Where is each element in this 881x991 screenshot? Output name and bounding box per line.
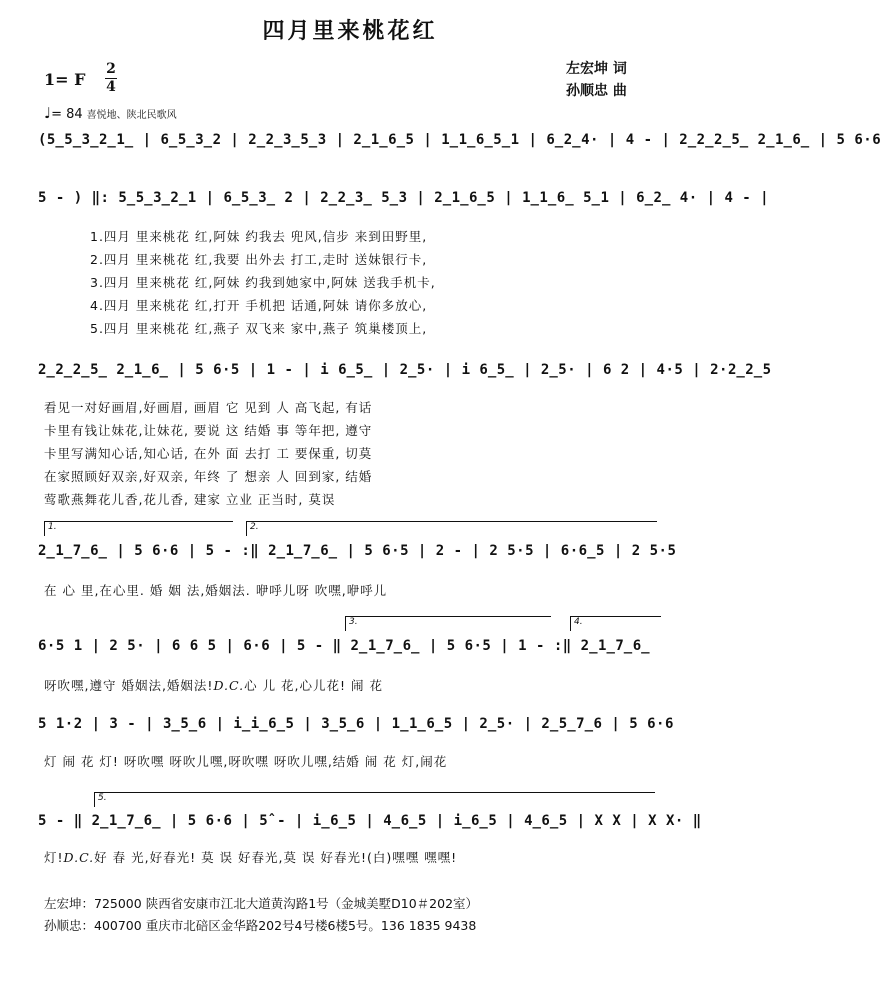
lyrics-row-5: 呀吹嘿,遵守 婚姻法,婚姻法!D.C.心 儿 花,心儿花! 闹 花 (44, 678, 383, 693)
music-line-7: 5 - ‖ 2̲1̲7̲6̲ | 5 6·6 | 5̂ - | i̲6̲5 | 4̲6̲5 | i̲6̲5 | 4̲6̲5 | X X | X X· ‖ (38, 813, 702, 829)
key-signature: 1= F (44, 70, 86, 89)
volta-5: 5. (94, 792, 655, 807)
dc-mark: D.C. (213, 678, 245, 693)
verse-1: 1.四月 里来桃花 红,阿妹 约我去 兜风,信步 来到田野里, (90, 229, 428, 244)
volta-3: 3. (345, 616, 551, 631)
tempo-style: 喜悦地、陕北民歌风 (86, 110, 177, 121)
song-title: 四月里来桃花红 (262, 19, 438, 44)
music-line-4: 2̲1̲7̲6̲ | 5 6·6 | 5 - :‖ 2̲1̲7̲6̲ | 5 6·5 | 2 - | 2 5·5 | 6·6̲5 | 2 5·5 (38, 543, 677, 559)
verse-5: 5.四月 里来桃花 红,燕子 双飞来 家中,燕子 筑巢楼顶上, (90, 321, 428, 336)
composer-credit: 孙顺忠 曲 (566, 83, 627, 99)
music-line-6: 5 1·2 | 3 - | 3̲5̲6 | i̲i̲6̲5 | 3̲5̲6 | 1̲1̲6̲5 | 2̲5· | 2̲5̲7̲6 | 5 6·6 (38, 716, 674, 732)
dc-mark-2: D.C. (63, 850, 95, 865)
verse-2: 2.四月 里来桃花 红,我要 出外去 打工,走时 送妹银行卡, (90, 252, 428, 267)
verse-3-cont: 卡里写满知心话,知心话, 在外 面 去打 工 要保重, 切莫 (44, 446, 373, 461)
quarter-note-icon: ♩ (44, 104, 52, 122)
music-line-3: 2̲2̲2̲5̲ 2̲1̲6̲ | 5 6·5 | 1 - | i 6̲5̲ | 2̲5· | i 6̲5̲ | 2̲5· | 6 2 | 4·5 | 2·2̲2̲5 (38, 362, 772, 378)
volta-1: 1. (44, 521, 233, 536)
time-signature (105, 62, 117, 95)
music-line-5: 6·5 1 | 2 5· | 6 6 5 | 6·6 | 5 - ‖ 2̲1̲7̲6̲ | 5 6·5 | 1 - :‖ 2̲1̲7̲6̲ (38, 638, 651, 654)
verse-4-cont: 在家照顾好双亲,好双亲, 年终 了 想亲 人 回到家, 结婚 (44, 469, 373, 484)
verse-1-cont: 看见一对好画眉,好画眉, 画眉 它 见到 人 高飞起, 有话 (44, 400, 373, 415)
time-sig-top: 2 (106, 61, 116, 77)
verse-2-cont: 卡里有钱让妹花,让妹花, 要说 这 结婚 事 等年把, 遵守 (44, 423, 373, 438)
lyrics-row-4: 在 心 里,在心里. 婚 姻 法,婚姻法. 咿呼儿呀 吹嘿,咿呼儿 (44, 583, 388, 598)
tempo-value: = 84 (51, 107, 83, 122)
tempo-marking (44, 104, 177, 122)
lyrics-row-6: 灯 闹 花 灯! 呀吹嘿 呀吹儿嘿,呀吹嘿 呀吹儿嘿,结婚 闹 花 灯,闹花 (44, 754, 448, 769)
footer-address-composer: 孙顺忠：400700 重庆市北碚区金华路202号4号楼6楼5号。136 1835 9438 (44, 918, 477, 933)
music-line-2: 5 - ) ‖: 5̲5̲3̲2̲1 | 6̲5̲3̲ 2 | 2̲2̲3̲ 5̲3 | 2̲1̲6̲5 | 1̲1̲6̲ 5̲1 | 6̲2̲ 4· | 4 - | (38, 190, 770, 206)
verse-3: 3.四月 里来桃花 红,阿妹 约我到她家中,阿妹 送我手机卡, (90, 275, 436, 290)
footer-address-lyricist: 左宏坤：725000 陕西省安康市江北大道黄沟路1号（金城美墅D10＃202室） (44, 896, 479, 911)
verse-4: 4.四月 里来桃花 红,打开 手机把 话通,阿妹 请你多放心, (90, 298, 428, 313)
music-line-1: (5̲5̲3̲2̲1̲ | 6̲5̲3̲2 | 2̲2̲3̲5̲3 | 2̲1̲6̲5 | 1̲1̲6̲5̲1 | 6̲2̲4· | 4 - | 2̲2̲2̲5̲ 2̲1̲6̲ | 5 6·6 (38, 132, 881, 148)
lyrics-row-7: 灯!D.C.好 春 光,好春光! 莫 误 好春光,莫 误 好春光!(白)嘿嘿 嘿嘿! (44, 850, 458, 865)
volta-2: 2. (246, 521, 657, 536)
lyricist-credit: 左宏坤 词 (566, 61, 627, 77)
time-sig-bottom: 4 (106, 79, 116, 95)
verse-5-cont: 莺歌燕舞花儿香,花儿香, 建家 立业 正当时, 莫误 (44, 492, 336, 507)
volta-4: 4. (570, 616, 661, 631)
